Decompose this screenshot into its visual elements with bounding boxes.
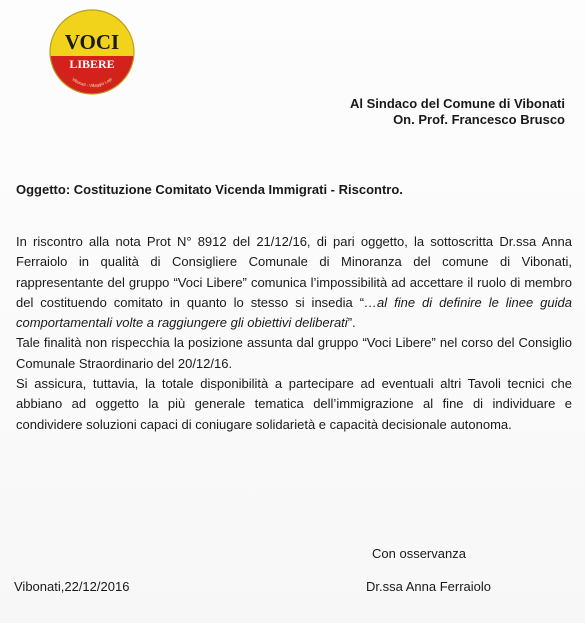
addressee-block — [205, 96, 565, 128]
addressee-line-mayor: Al Sindaco del Comune di Vibonati — [349, 96, 565, 111]
body-paragraph-3: Si assicura, tuttavia, la totale disponibilità a partecipare ad eventuali altri Tavoli tecnici che abbiano ad oggetto la più generale tematica dell’immigrazione al fine di individuare e condividere soluzioni capaci di coniugare solidarietà e capacità decisionale autonoma. — [16, 376, 572, 432]
quoted-purpose: …al fine di definire le linee guida comportamentali volte a raggiungere gli obiettivi deliberati — [16, 294, 572, 331]
body-paragraph-1-start: In riscontro alla nota Prot N° 8912 del 21/12/16, di pari oggetto, la sottoscritta Dr.ssa Anna Ferraiolo in qualità di Consigliere Comunale di Minoranza del comune di Vibonati, rappresentante del gruppo “Voci Libere” comunica l’impossibilità ad accettare il ruolo di membro del costituendo comitato in quanto lo stesso si insedia “ — [16, 234, 572, 310]
place-and-date: Vibonati,22/12/2016 — [14, 579, 130, 594]
body-paragraph-1 — [16, 232, 572, 333]
logo-word-libere: LIBERE — [69, 57, 115, 71]
body-paragraph-1-end: ”. — [347, 315, 356, 331]
show-through-text — [250, 20, 256, 46]
addressee-line-name: On. Prof. Francesco Brusco — [393, 112, 565, 127]
letter-body — [16, 232, 572, 435]
subject-line: Oggetto: Costituzione Comitato Vicenda Immigrati - Riscontro. — [16, 182, 403, 197]
logo-word-voci: VOCI — [64, 30, 120, 54]
voci-libere-logo — [48, 8, 136, 96]
signer-name: Dr.ssa Anna Ferraiolo — [366, 579, 492, 594]
closing-salutation: Con osservanza — [372, 546, 466, 561]
logo-ring-text: Vibonati - Villaggio Laje — [71, 76, 113, 88]
body-paragraph-2: Tale finalità non rispecchia la posizione assunta dal gruppo “Voci Libere” nel corso del Consiglio Comunale Straordinario del 20/12/16. — [16, 335, 572, 371]
